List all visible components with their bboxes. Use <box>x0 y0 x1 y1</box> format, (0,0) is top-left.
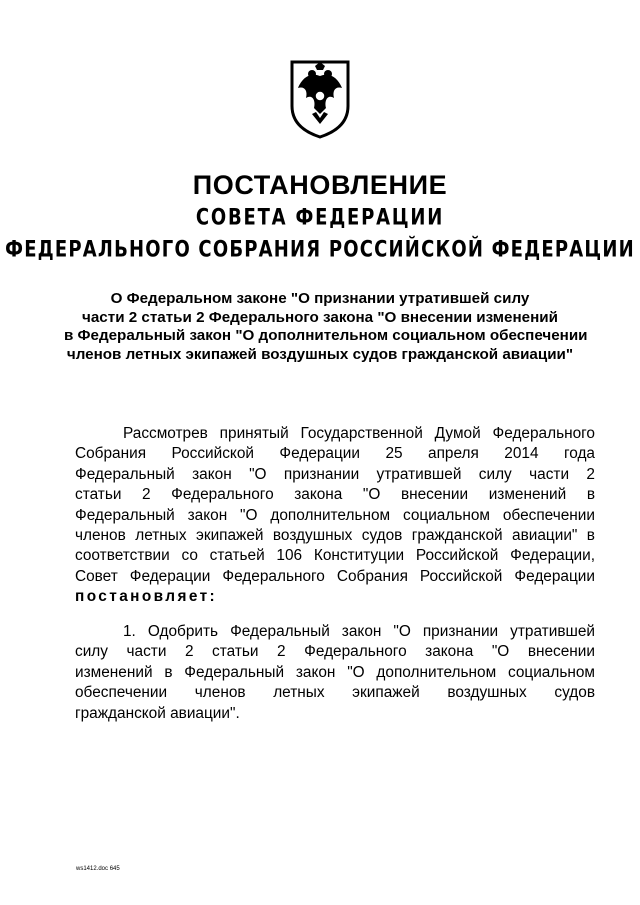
paragraph-line: Федеральный закон "О дополнительном социальном обеспечении <box>75 506 595 524</box>
paragraph-line: 1. Одобрить Федеральный закон "О признании утратившей <box>123 623 595 640</box>
document-subtitle-assembly: ФЕДЕРАЛЬНОГО СОБРАНИЯ РОССИЙСКОЙ ФЕДЕРАЦИИ <box>5 236 635 263</box>
subject-line: О Федеральном законе "О признании утратившей силу <box>110 290 530 307</box>
resolution-subject <box>64 290 588 364</box>
paragraph-line: соответствии со статьей 106 Конституции Российской Федерации, <box>75 547 595 565</box>
paragraph-line: изменений в Федеральный закон "О дополнительном социальном <box>75 663 595 681</box>
subject-line: членов летных экипажей воздушных судов гражданской авиации" <box>66 345 574 363</box>
clause-1-paragraph <box>75 622 595 724</box>
paragraph-line: гражданской авиации". <box>75 704 240 722</box>
resolves-keyword: постановляет: <box>75 588 218 606</box>
subject-line: части 2 статьи 2 Федерального закона "О внесении изменений <box>82 308 558 326</box>
paragraph-line: Совет Федерации Федерального Собрания Российской Федерации <box>75 567 595 585</box>
paragraph-line: членов летных экипажей воздушных судов гражданской авиации" в <box>75 526 595 544</box>
document-file-code: ws1412.doc 645 <box>76 866 120 872</box>
subject-line: в Федеральный закон "О дополнительном социальном обеспечении <box>64 327 588 345</box>
coat-of-arms-icon <box>288 58 352 140</box>
paragraph-line: Собрания Российской Федерации 25 апреля 2014 года <box>75 445 595 463</box>
paragraph-line: обеспечении членов летных экипажей воздушных судов <box>75 684 595 702</box>
document-title: ПОСТАНОВЛЕНИЕ <box>192 170 448 200</box>
document-subtitle-council: СОВЕТА ФЕДЕРАЦИИ <box>195 204 445 231</box>
paragraph-line: силу части 2 статьи 2 Федерального закона "О внесении <box>75 643 595 661</box>
paragraph-line: статьи 2 Федерального закона "О внесении изменений в <box>75 486 595 504</box>
preamble-paragraph <box>75 424 595 608</box>
paragraph-line: Федеральный закон "О признании утратившей силу части 2 <box>75 465 595 483</box>
paragraph-line: Рассмотрев принятый Государственной Думой Федерального <box>123 425 595 442</box>
